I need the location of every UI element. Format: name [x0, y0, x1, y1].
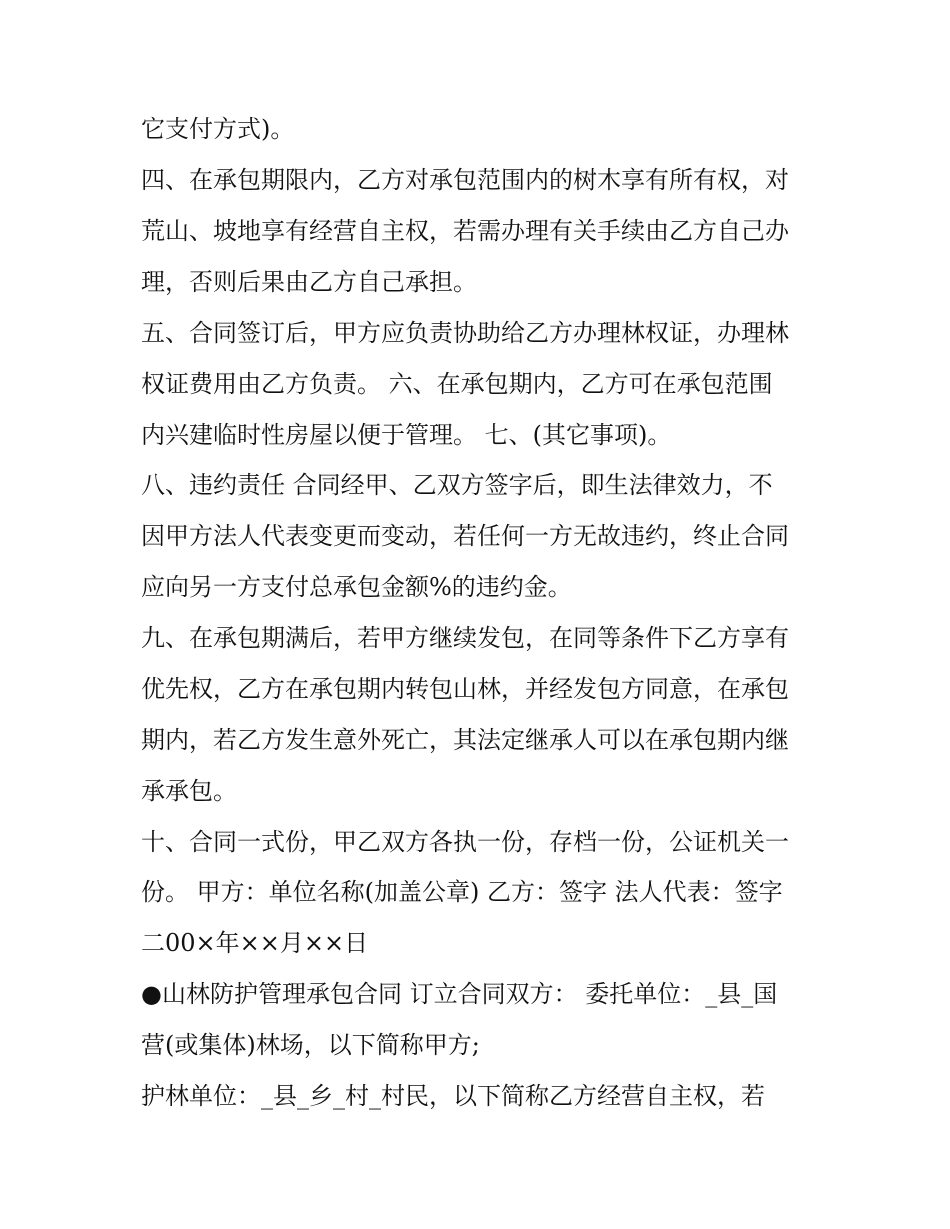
text-line: 八、违约责任 合同经甲、乙双方签字后，即生法律效力，不 — [141, 471, 773, 499]
text-line: 九、在承包期满后，若甲方继续发包，在同等条件下乙方享有 — [141, 624, 789, 652]
text-line: 营(或集体)林场，以下简称甲方; — [141, 1031, 480, 1059]
text-line: 应向另一方支付总承包金额%的违约金。 — [141, 573, 572, 601]
text-line: 期内，若乙方发生意外死亡，其法定继承人可以在承包期内继 — [141, 726, 789, 754]
text-line: 护林单位：_县_乡_村_村民，以下简称乙方经营自主权，若 — [141, 1082, 765, 1110]
text-line: 份。 甲方：单位名称(加盖公章) 乙方：签字 法人代表：签字 — [141, 878, 783, 906]
section-heading-line: ●山林防护管理承包合同 订立合同双方： 委托单位：_县_国 — [141, 980, 778, 1008]
text-line: 荒山、坡地享有经营自主权，若需办理有关手续由乙方自己办 — [141, 217, 789, 245]
date-line: 二00×年××月××日 — [141, 929, 369, 957]
text-line: 四、在承包期限内，乙方对承包范围内的树木享有所有权，对 — [141, 166, 789, 194]
text-line: 承承包。 — [141, 777, 237, 805]
text-line: 五、合同签订后，甲方应负责协助给乙方办理林权证，办理林 — [141, 319, 789, 347]
text-line: 因甲方法人代表变更而变动，若任何一方无故违约，终止合同 — [141, 522, 789, 550]
text-line: 它支付方式)。 — [141, 115, 295, 143]
text-line: 理，否则后果由乙方自己承担。 — [141, 268, 477, 296]
text-line: 十、合同一式份，甲乙双方各执一份，存档一份，公证机关一 — [141, 828, 789, 856]
text-line: 权证费用由乙方负责。 六、在承包期内，乙方可在承包范围 — [141, 370, 773, 398]
text-line: 优先权，乙方在承包期内转包山林，并经发包方同意，在承包 — [141, 675, 789, 703]
text-line: 内兴建临时性房屋以便于管理。 七、(其它事项)。 — [141, 421, 672, 449]
